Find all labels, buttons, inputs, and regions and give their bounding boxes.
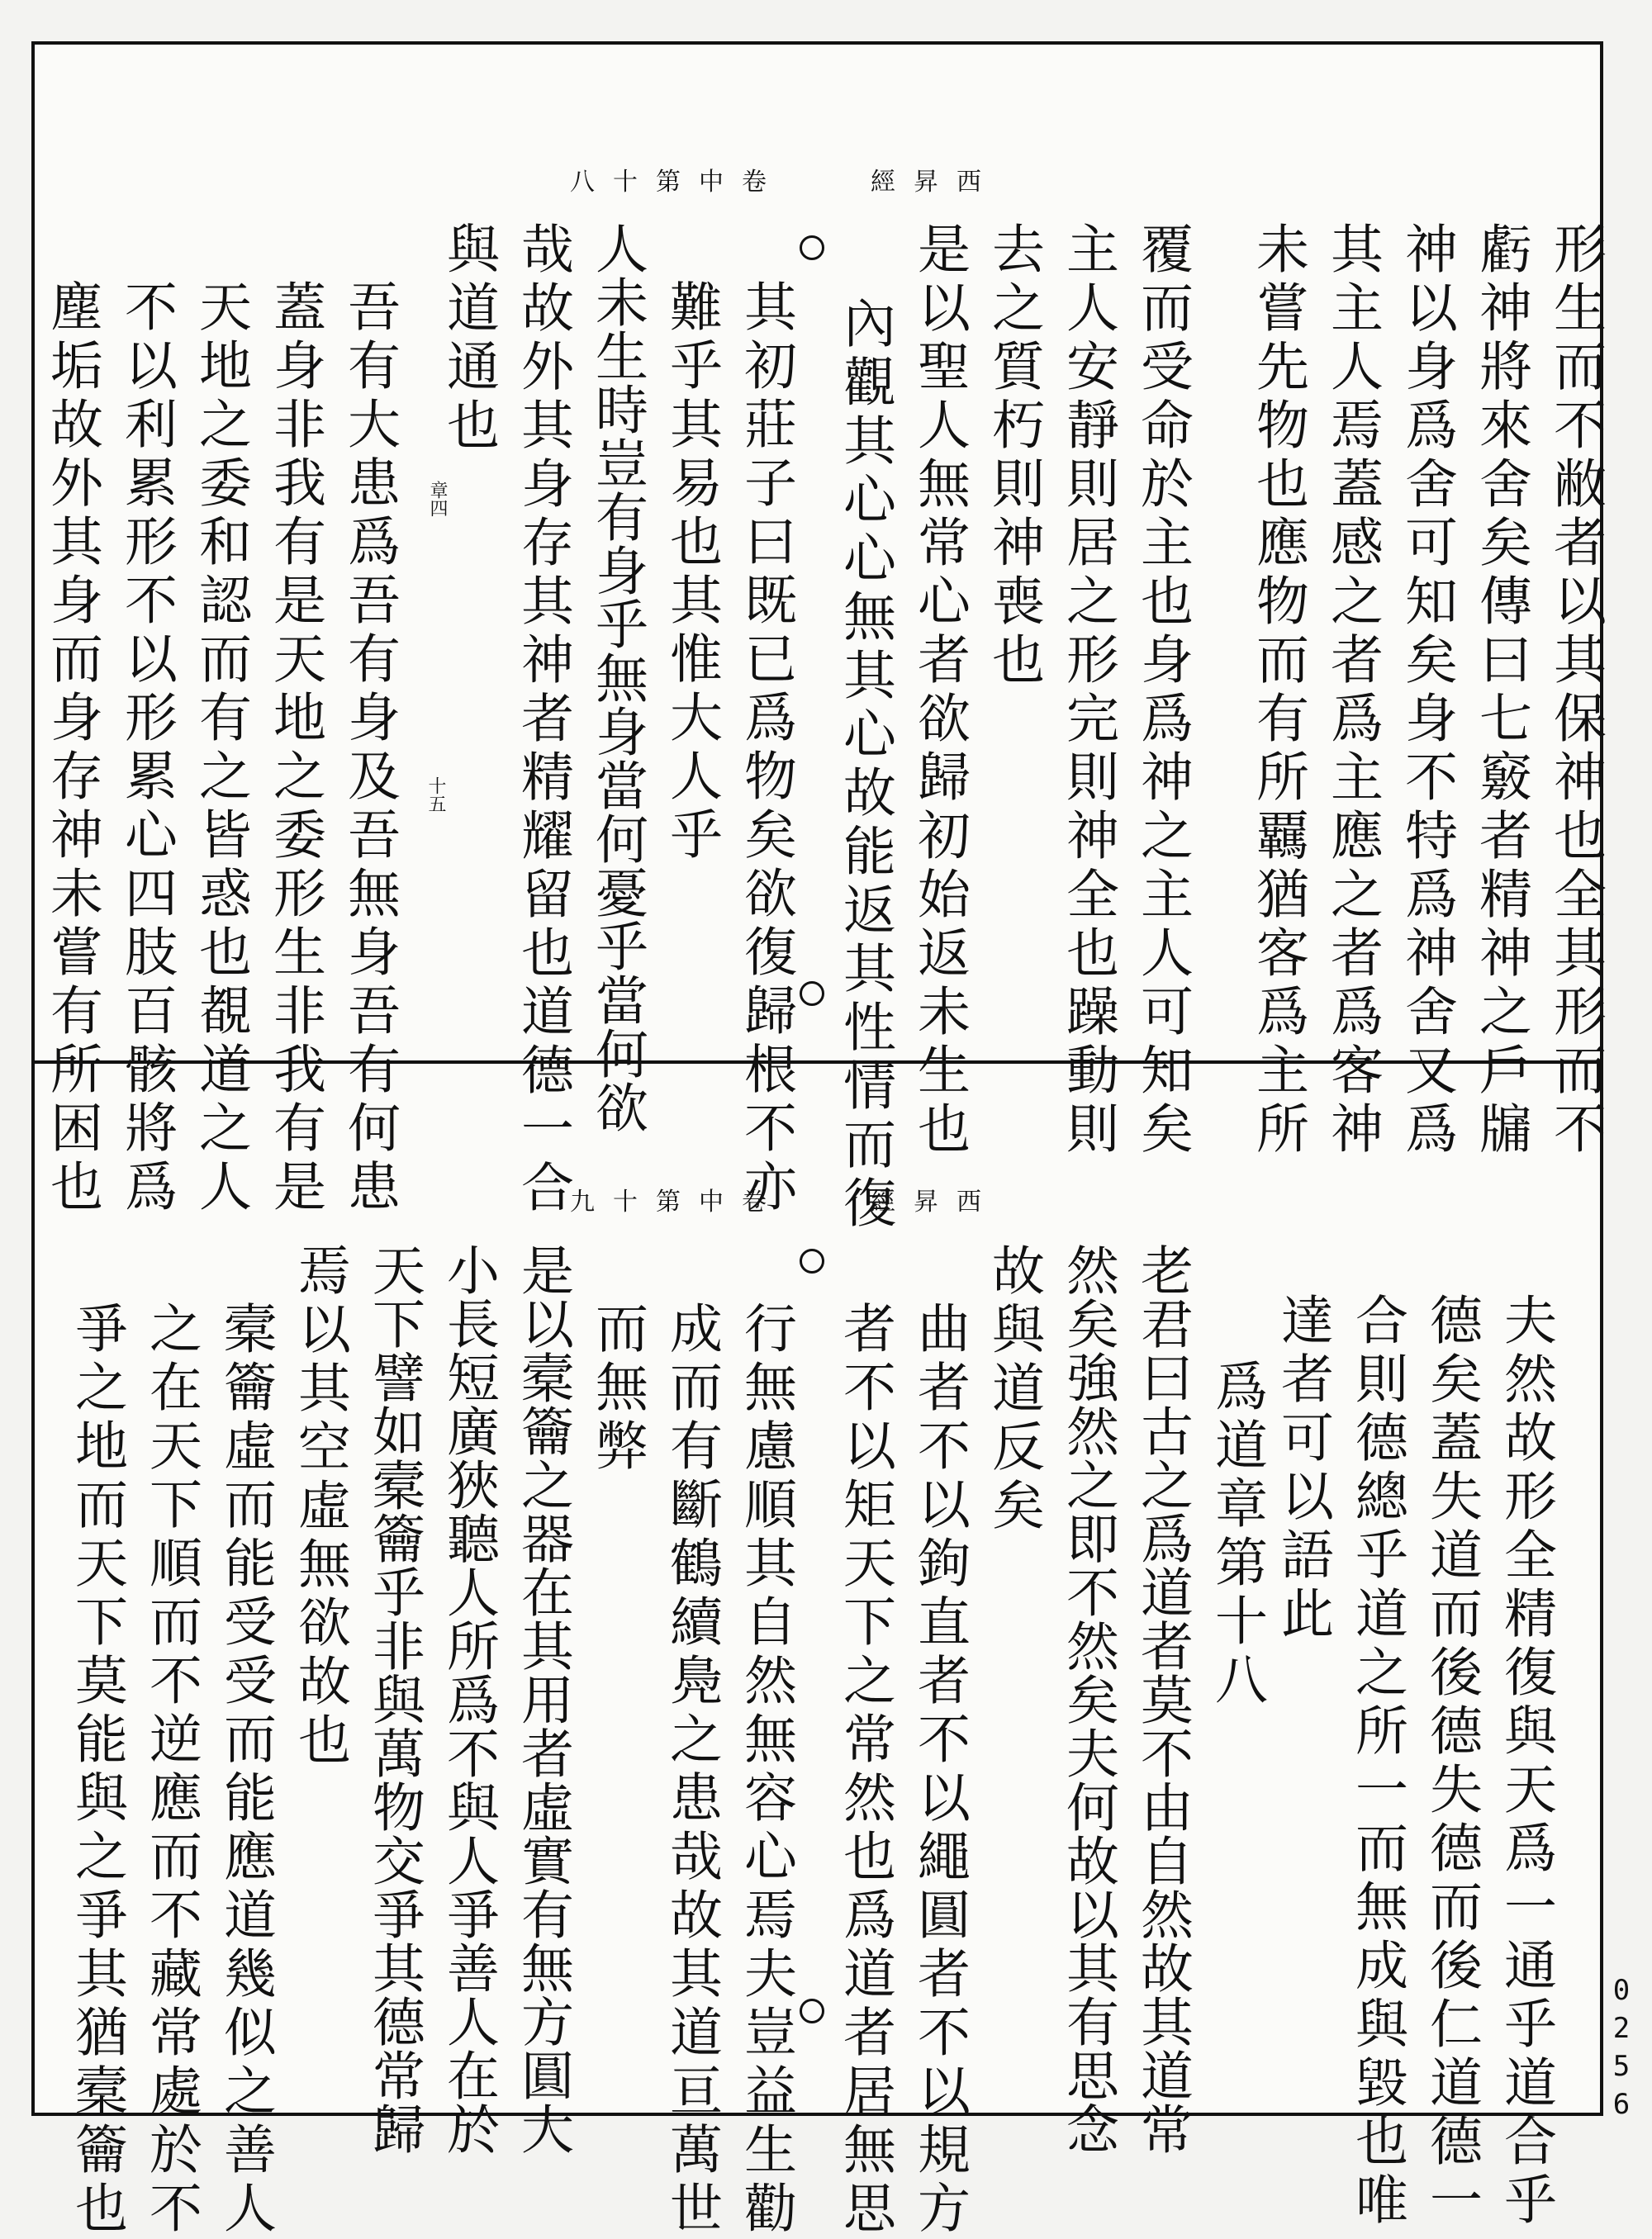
top-text-column: 與道通也 <box>438 221 499 456</box>
bottom-text-column: 而無弊 <box>586 1301 648 1477</box>
bottom-text-column: 然矣強然之即不然矣夫何故以其有思念 <box>1057 1243 1118 2156</box>
top-text-column: 是以聖人無常心者欲歸初始返未生也 <box>909 221 970 1160</box>
bottom-circle-mark <box>800 1249 824 1274</box>
bottom-text-column: 合則德總乎道之所一而無成與毀也唯 <box>1346 1293 1408 2231</box>
top-running-header: 八十第中卷 經昇西 <box>570 168 999 197</box>
bottom-text-column: 行無慮順其自然無容心焉夫豈益生勸 <box>735 1301 796 2239</box>
bottom-text-column: 爭之地而天下莫能與之爭其猶槖籥也 <box>66 1301 127 2239</box>
top-text-column: 不以利累形不以形累心四肢百骸將爲 <box>116 279 177 1217</box>
bottom-text-column: 是以槖籥之器在其用者虛實有無方圓大 <box>512 1243 573 2156</box>
top-circle-mark <box>800 981 824 1006</box>
top-text-column: 主人安靜則居之形完則神全也躁動則 <box>1057 221 1118 1160</box>
top-text-column: 哉故外其身存其神者精耀留也道德一合 <box>512 221 573 1218</box>
top-text-column: 天地之委和認而有之皆惑也覩道之人 <box>190 279 251 1217</box>
bottom-text-column: 之在天下順而不逆應而不藏常處於不 <box>140 1301 202 2239</box>
bottom-text-column: 夫然故形全精復與天爲一通乎道合乎 <box>1495 1293 1556 2231</box>
bottom-text-column: 焉以其空虛無欲故也 <box>289 1243 350 1771</box>
top-text-column: 未嘗先物也應物而有所覊猶客爲主所 <box>1247 221 1308 1160</box>
top-text-column: 塵垢故外其身而身存神未嘗有所困也 <box>41 279 102 1217</box>
top-text-column: 蓋身非我有是天地之委形生非我有是 <box>264 279 325 1217</box>
bottom-text-column: 天下譬如槖籥乎非與萬物交爭其德常歸 <box>363 1243 425 2156</box>
bottom-text-column: 達者可以語此 <box>1272 1293 1333 1644</box>
top-text-column: 其主人焉蓋感之者爲主應之者爲客神 <box>1322 221 1383 1160</box>
top-text-column: 神以身爲舍可知矣身不特爲神舍又爲 <box>1396 221 1457 1160</box>
page-number: 0256 <box>1605 1974 1638 2126</box>
bottom-running-header: 九十第中卷 經昇西 <box>570 1188 999 1217</box>
top-circle-mark <box>800 235 824 260</box>
top-text-column: 吾有大患爲吾有身及吾無身吾有何患 <box>339 279 400 1217</box>
top-text-column: 形生而不敝者以其保神也全其形而不 <box>1545 221 1606 1160</box>
bottom-text-column: 曲者不以鉤直者不以繩圓者不以規方 <box>909 1301 970 2239</box>
bottom-text-column: 故與道反矣 <box>983 1243 1044 1536</box>
top-text-column: 虧神將來舍矣傳曰七竅者精神之戶牖 <box>1470 221 1531 1160</box>
top-margin-note: 章四 <box>427 481 448 517</box>
top-text-column: 去之質朽則神喪也 <box>983 221 1044 690</box>
top-text-column: 難乎其易也其惟大人乎 <box>661 279 722 866</box>
top-text-column: 人未生時豈有身乎無身當何憂乎當何欲 <box>586 221 648 1134</box>
top-text-column: 內觀其心心無其心故能返其性情而復 <box>834 296 895 1234</box>
bottom-chapter-heading: 爲道章第十八 <box>1206 1359 1267 1710</box>
bottom-circle-mark <box>800 1999 824 2023</box>
bottom-text-column: 者不以矩天下之常然也爲道者居無思 <box>834 1301 895 2239</box>
top-text-column: 其初莊子曰既已爲物矣欲復歸根不亦 <box>735 279 796 1217</box>
bottom-text-column: 槖籥虛而能受受而能應道幾似之善人 <box>215 1301 276 2239</box>
bottom-text-column: 老君曰古之爲道者莫不由自然故其道常 <box>1132 1243 1193 2156</box>
top-text-column: 覆而受命於主也身爲神之主人可知矣 <box>1132 221 1193 1160</box>
bottom-text-column: 小長短廣狹聽人所爲不與人爭善人在於 <box>438 1243 499 2156</box>
top-margin-note: 十五 <box>425 776 446 813</box>
bottom-text-column: 德矣蓋失道而後德失德而後仁道德一 <box>1421 1293 1482 2231</box>
bottom-text-column: 成而有斷鶴續鳧之患哉故其道亘萬世 <box>661 1301 722 2239</box>
